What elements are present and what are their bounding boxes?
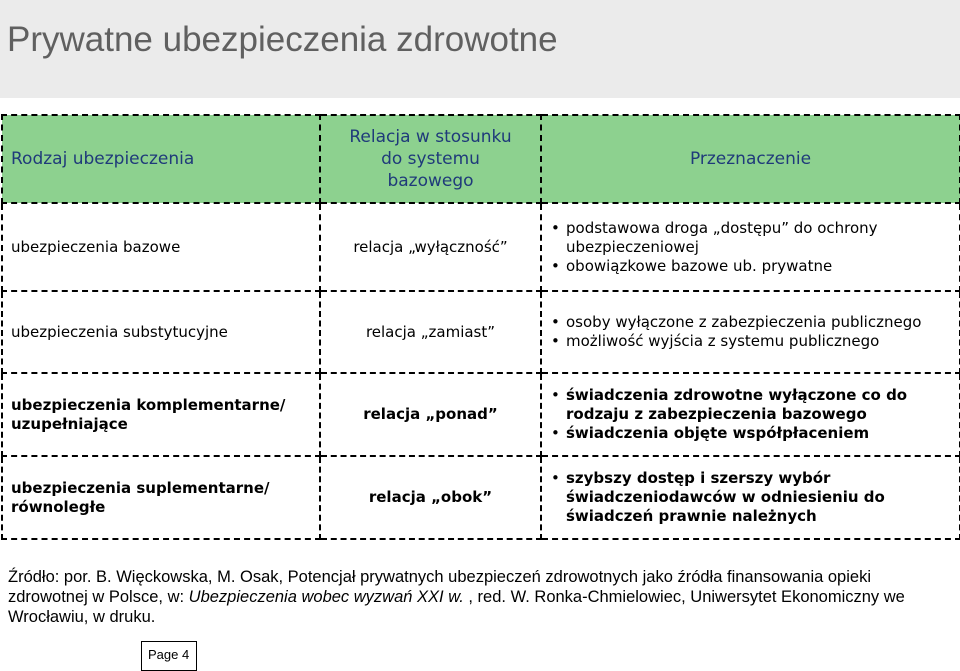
header-relation-line: Relacja w stosunku — [349, 127, 512, 147]
purpose-item: • szybszy dostęp i szerszy wybór świadczeniodawców w odniesieniu do świadczeń prawnie należnych — [550, 469, 951, 526]
purpose-item: • osoby wyłączone z zabezpieczenia publicznego — [550, 313, 951, 332]
cell-relation: relacja „ponad” — [320, 373, 541, 456]
cell-purpose — [541, 203, 960, 291]
purpose-item: • możliwość wyjścia z systemu publicznego — [550, 332, 951, 351]
purpose-item: • świadczenia zdrowotne wyłączone co do rodzaju z zabezpieczenia bazowego — [550, 386, 951, 424]
table-row — [2, 373, 960, 456]
header-relation — [320, 115, 541, 203]
purpose-list — [550, 469, 951, 526]
purpose-list — [550, 386, 951, 443]
header-purpose: Przeznaczenie — [541, 115, 960, 203]
title-bar — [0, 0, 960, 98]
page-number: Page 4 — [141, 641, 197, 671]
cell-purpose — [541, 291, 960, 373]
insurance-types-table — [1, 114, 960, 540]
citation-text: Źródło: por. B. Więckowska, M. Osak, Potencjał prywatnych ubezpieczeń zdrowotnych jako źródła finansowania opieki zdrowotnej w Polsce, w: — [8, 568, 871, 606]
cell-relation: relacja „wyłączność” — [320, 203, 541, 291]
cell-purpose — [541, 373, 960, 456]
page-title: Prywatne ubezpieczenia zdrowotne — [7, 20, 558, 59]
table-row — [2, 291, 960, 373]
table-header-row — [2, 115, 960, 203]
citation-text-end: , red. W. Ronka-Chmielowiec, Uniwersytet Ekonomiczny we Wrocławiu, w druku. — [8, 588, 905, 626]
cell-insurance-type: ubezpieczenia substytucyjne — [2, 291, 320, 373]
cell-purpose — [541, 456, 960, 539]
purpose-list — [550, 313, 951, 351]
cell-insurance-type: ubezpieczenia bazowe — [2, 203, 320, 291]
purpose-item: • podstawowa droga „dostępu” do ochrony ubezpieczeniowej — [550, 219, 951, 257]
purpose-list — [550, 219, 951, 276]
source-citation — [8, 567, 953, 627]
cell-relation: relacja „obok” — [320, 456, 541, 539]
header-relation-line: do systemu — [381, 149, 480, 169]
citation-book-title: Ubezpieczenia wobec wyzwań XXI w. — [188, 588, 464, 606]
table-row — [2, 203, 960, 291]
purpose-item: • świadczenia objęte współpłaceniem — [550, 424, 951, 443]
cell-insurance-type: ubezpieczenia suplementarne/ równoległe — [2, 456, 320, 539]
table-row — [2, 456, 960, 539]
cell-insurance-type: ubezpieczenia komplementarne/ uzupełniające — [2, 373, 320, 456]
header-relation-line: bazowego — [387, 171, 474, 191]
purpose-item: • obowiązkowe bazowe ub. prywatne — [550, 257, 951, 276]
cell-relation: relacja „zamiast” — [320, 291, 541, 373]
header-insurance-type: Rodzaj ubezpieczenia — [2, 115, 320, 203]
